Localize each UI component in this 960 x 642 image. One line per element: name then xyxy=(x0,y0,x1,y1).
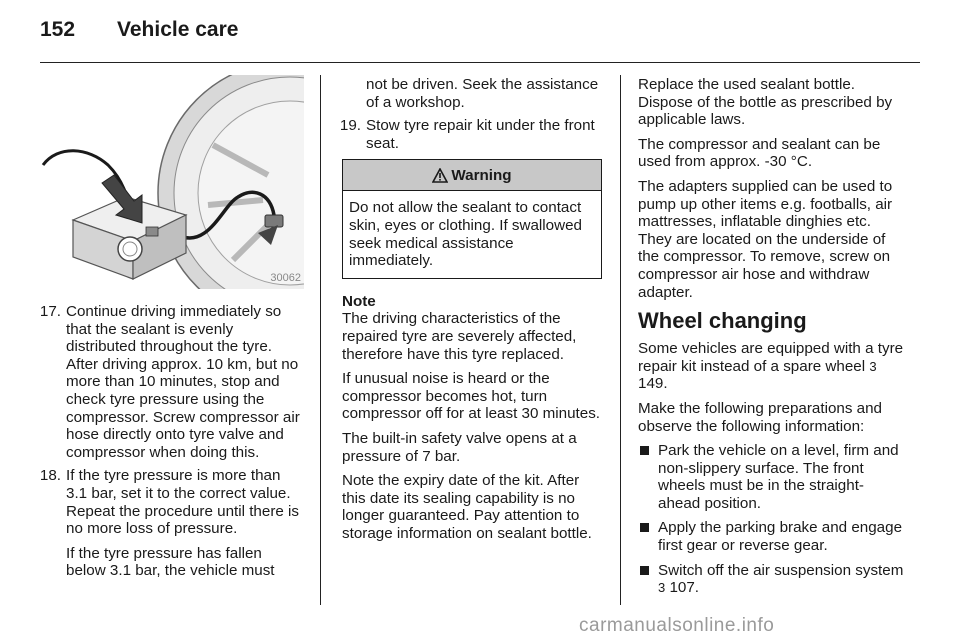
list-item xyxy=(638,519,904,554)
bullet-text: Switch off the air suspension system xyxy=(658,561,904,579)
compressor-illustration xyxy=(38,75,304,289)
column-divider-1 xyxy=(320,75,321,605)
page-ref[interactable]: 107. xyxy=(669,579,700,597)
steps-list xyxy=(38,303,304,580)
bullet-icon xyxy=(640,446,649,455)
step-text: If the tyre pressure is more than 3.1 bar, set it to the correct value. Repeat the procedure until there is no more loss of pressure. xyxy=(66,467,300,538)
page-ref-arrow-icon: 3 xyxy=(658,580,666,596)
column-3 xyxy=(638,76,904,604)
step-number: 17. xyxy=(39,303,61,320)
watermark: carmanualsonline.info xyxy=(579,615,775,636)
step-continuation: not be driven. Seek the assistance of a workshop. xyxy=(366,76,599,111)
step-text: Continue driving immediately so that the sealant is evenly distributed throughout the tyre. After driving approx. 10 km, but no more than 10 minutes, stop and check tyre pressure using the compressor. Screw compressor air hose directly onto tyre valve and compressor when doing this. xyxy=(66,303,300,461)
header-rule xyxy=(40,62,920,63)
page-number: 152 xyxy=(40,18,76,41)
wheel-changing-heading: Wheel changing xyxy=(638,308,807,334)
body-paragraph: Replace the used sealant bottle. Dispose of the bottle as prescribed by applicable laws. xyxy=(638,76,893,129)
bullet-icon xyxy=(640,523,649,532)
figure-code: 30062 xyxy=(270,272,301,285)
note-paragraph: Note the expiry date of the kit. After this date its sealing capability is no longer guaranteed. Pay attention to storage information on sealant bottle. xyxy=(342,472,592,542)
warning-text: Do not allow the sealant to contact skin, eyes or clothing. If swallowed seek medical assistance immediately. xyxy=(349,199,582,270)
bullet-text: Park the vehicle on a level, firm and non-slippery surface. The front wheels must be in the straight-ahead position. xyxy=(658,442,899,512)
list-item xyxy=(339,117,602,152)
step-number: 19. xyxy=(339,117,361,135)
section-title: Vehicle care xyxy=(117,18,239,41)
note-title: Note xyxy=(342,292,376,310)
preparations-list xyxy=(638,442,904,597)
note-paragraph: The driving characteristics of the repaired tyre are severely affected, therefore have this tyre replaced. xyxy=(342,310,577,363)
bullet-icon xyxy=(640,566,649,575)
note-paragraph: If unusual noise is heard or the compressor becomes hot, turn compressor off for at least 30 minutes. xyxy=(342,370,601,423)
column-1 xyxy=(38,75,304,586)
warning-title: Warning xyxy=(451,166,512,184)
bullet-text: Apply the parking brake and engage first gear or reverse gear. xyxy=(658,519,903,555)
step-text: Stow tyre repair kit under the front seat. xyxy=(366,117,595,152)
prep-paragraph: Make the following preparations and observe the following information: xyxy=(638,399,882,435)
column-2 xyxy=(339,76,602,549)
warning-triangle-icon xyxy=(432,168,448,183)
page-ref[interactable]: 149. xyxy=(638,375,668,393)
body-paragraph: The adapters supplied can be used to pump up other items e.g. footballs, air mattresses, inflatable dinghies etc. They are located on the underside of the compressor. To remove, screw on compressor air hose and withdraw adapter. xyxy=(638,177,893,301)
compressor-figure xyxy=(38,75,304,289)
page-ref-arrow-icon: 3 xyxy=(869,358,877,374)
list-item xyxy=(38,467,304,580)
body-paragraph: The compressor and sealant can be used from approx. -30 °C. xyxy=(638,135,881,171)
step-paragraph: If the tyre pressure has fallen below 3.1 bar, the vehicle must xyxy=(66,544,275,580)
list-item xyxy=(638,442,904,512)
warning-box xyxy=(342,159,602,278)
list-item xyxy=(638,562,904,597)
intro-paragraph xyxy=(638,340,904,393)
note-paragraph: The built-in safety valve opens at a pressure of 7 bar. xyxy=(342,429,577,465)
intro-text: Some vehicles are equipped with a tyre repair kit instead of a spare wheel xyxy=(638,340,904,375)
steps-list xyxy=(339,117,602,152)
list-item xyxy=(38,303,304,461)
tyre-illustration xyxy=(158,75,304,289)
warning-header xyxy=(343,160,601,191)
step-number: 18. xyxy=(39,467,61,485)
column-divider-2 xyxy=(620,75,621,605)
